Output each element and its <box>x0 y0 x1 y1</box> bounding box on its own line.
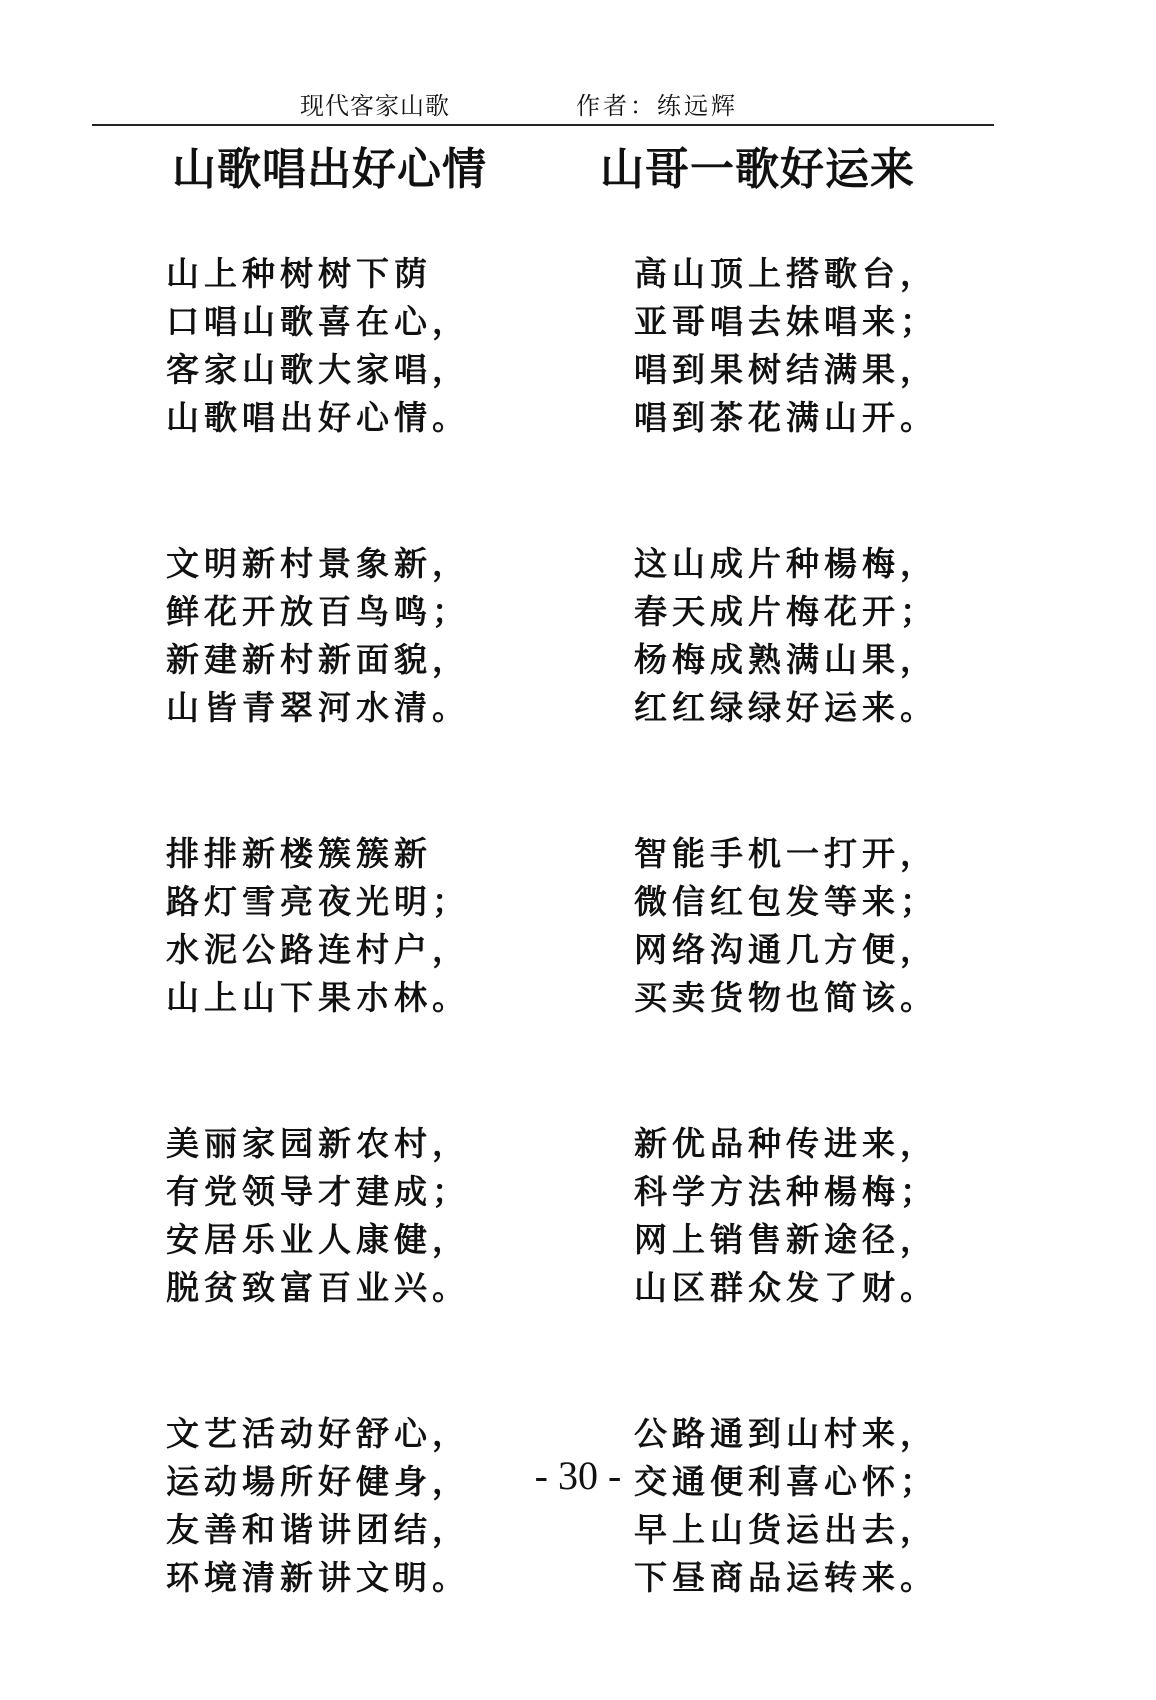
verse-line: 文艺活动好舒心， <box>166 1414 470 1453</box>
poem-title-right: 山哥一歌好运来 <box>600 144 915 195</box>
book-title: 现代客家山歌 <box>300 92 450 120</box>
verse-line: 口唱山歌喜在心， <box>166 302 470 341</box>
verse-line: 亚哥唱去妹唱来； <box>634 302 938 341</box>
verse-line: 交通便利喜心怀； <box>634 1462 938 1501</box>
poem-title-left: 山歌唱出好心情 <box>172 144 487 195</box>
stanza <box>634 1410 994 1602</box>
verse-line: 微信红包发等来； <box>634 882 938 921</box>
verse-line: 新建新村新面貌， <box>166 640 470 679</box>
stanza <box>634 830 994 1022</box>
verse-line: 山上山下果朩林。 <box>166 978 470 1017</box>
stanza <box>634 540 994 732</box>
running-header <box>92 84 994 126</box>
verse-line: 高山顶上搭歌台， <box>634 254 938 293</box>
verse-line: 下昼商品运转来。 <box>634 1558 938 1597</box>
author-credit: 作者：练远辉 <box>576 92 738 120</box>
stanza <box>166 540 526 732</box>
verse-line: 脱贫致富百业兴。 <box>166 1268 470 1307</box>
verse-line: 鲜花开放百鸟鸣； <box>166 592 470 631</box>
verse-line: 早上山货运出去， <box>634 1510 938 1549</box>
verse-line: 春天成片梅花开； <box>634 592 938 631</box>
verse-line: 唱到茶花满山开。 <box>634 398 938 437</box>
verse-line: 山歌唱出好心情。 <box>166 398 470 437</box>
verse-line: 山上种树树下荫 <box>166 254 432 293</box>
verse-line: 客家山歌大家唱， <box>166 350 470 389</box>
verse-line: 文明新村景象新， <box>166 544 470 583</box>
verse-line: 环境清新讲文明。 <box>166 1558 470 1597</box>
verse-line: 友善和谐讲团结， <box>166 1510 470 1549</box>
verse-line: 这山成片种楊梅， <box>634 544 938 583</box>
verse-line: 唱到果树结满果， <box>634 350 938 389</box>
verse-line: 山皆青翠河水清。 <box>166 688 470 727</box>
verse-line: 路灯雪亮夜光明； <box>166 882 470 921</box>
verse-line: 水泥公路连村户， <box>166 930 470 969</box>
stanza <box>166 1120 526 1312</box>
verse-line: 网上销售新途径， <box>634 1220 938 1259</box>
verse-line: 智能手机一打开， <box>634 834 938 873</box>
verse-line: 科学方法种楊梅； <box>634 1172 938 1211</box>
verse-line: 山区群众发了财。 <box>634 1268 938 1307</box>
verse-line: 美丽家园新农村， <box>166 1124 470 1163</box>
page-number: - 30 - <box>534 1453 622 1498</box>
verse-line: 运动場所好健身， <box>166 1462 470 1501</box>
stanza <box>166 1410 526 1602</box>
stanza <box>634 250 994 442</box>
verse-line: 杨梅成熟满山果， <box>634 640 938 679</box>
verse-line: 排排新楼簇簇新 <box>166 834 432 873</box>
verse-line: 新优品种传进来， <box>634 1124 938 1163</box>
verse-line: 公路通到山村来， <box>634 1414 938 1453</box>
stanza <box>166 830 526 1022</box>
verse-line: 买卖货物也简该。 <box>634 978 938 1017</box>
verse-line: 红红绿绿好运来。 <box>634 688 938 727</box>
verse-line: 有党领导才建成； <box>166 1172 470 1211</box>
verse-line: 网络沟通几方便， <box>634 930 938 969</box>
stanza <box>166 250 526 442</box>
verse-line: 安居乐业人康健， <box>166 1220 470 1259</box>
stanza <box>634 1120 994 1312</box>
